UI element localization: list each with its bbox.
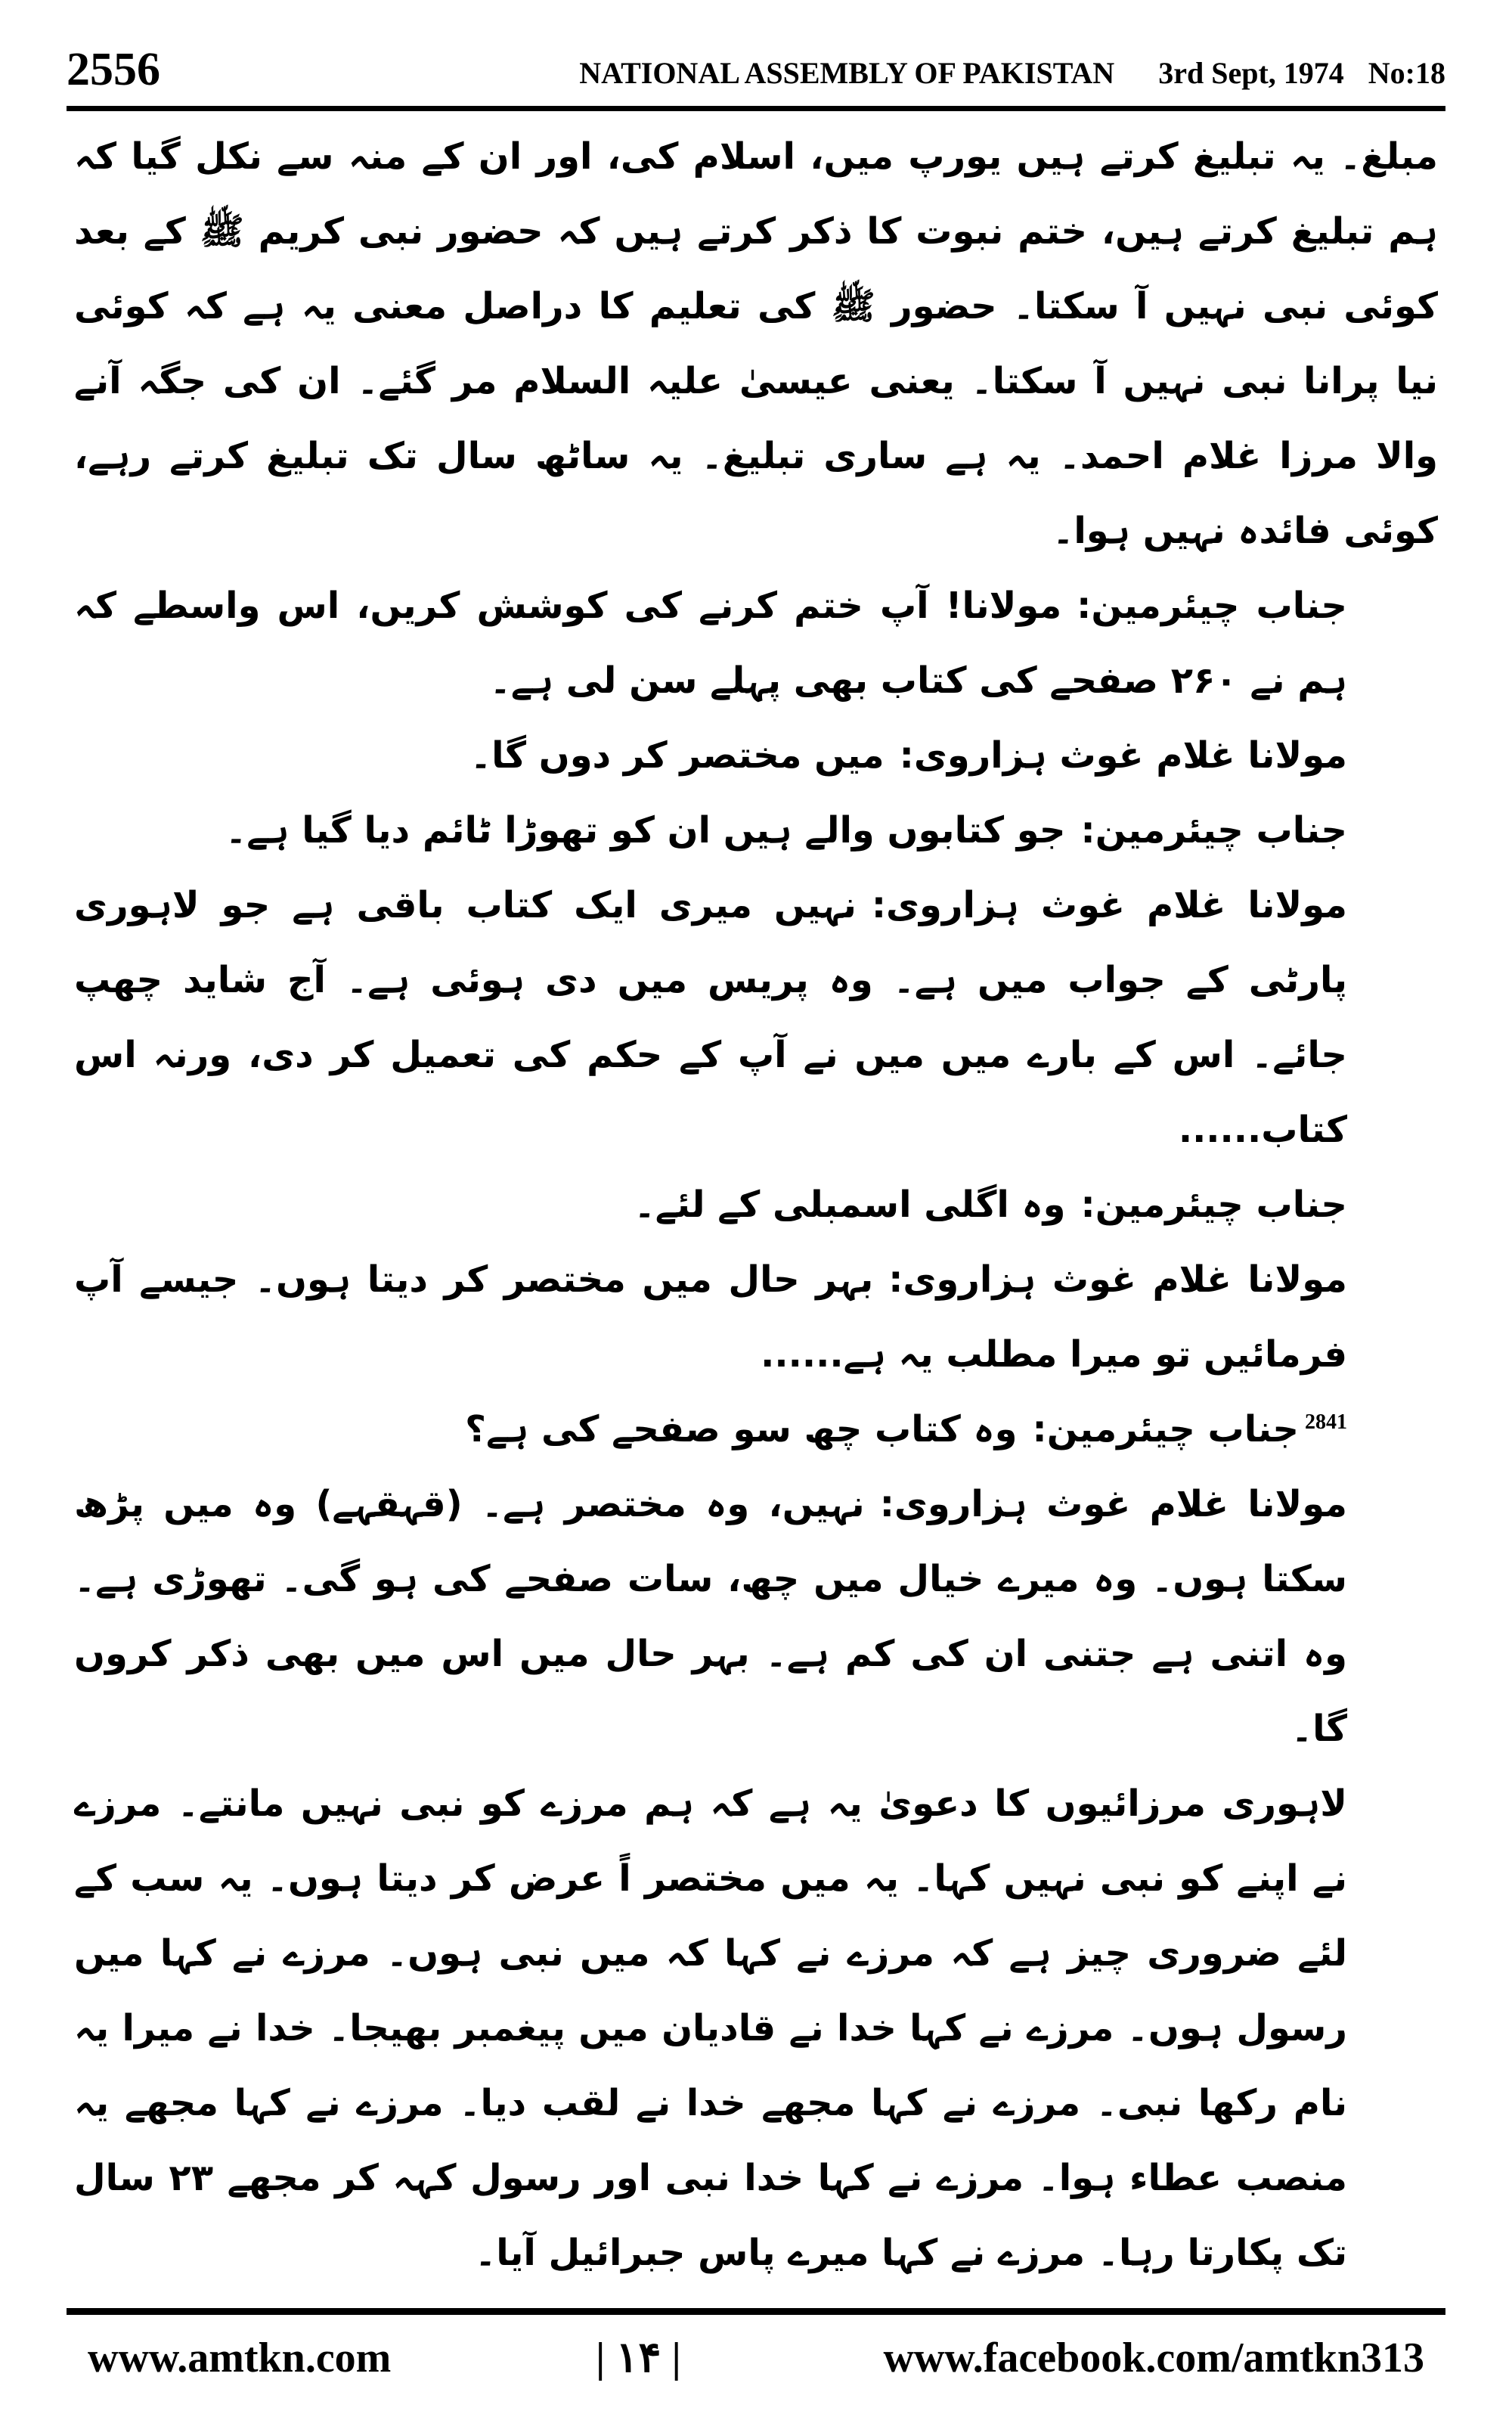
speech-chairman-4 bbox=[74, 1392, 1438, 1467]
paragraph-opening: مبلغ۔ یہ تبلیغ کرتے ہیں یورپ میں، اسلام کی، اور ان کے منہ سے نکل گیا کہ ہم تبلیغ کرتے ہیں، ختم نبوت کا ذکر کرتے ہیں کہ حضور نبی کریم ﷺ کے بعد کوئی نبی نہیں آ سکتا۔ حضور ﷺ کی تعلیم کا دراصل معنی یہ ہے کہ کوئی نیا پرانا نبی نہیں آ سکتا۔ یعنی عیسیٰ علیہ السلام مر گئے۔ ان کی جگہ آنے والا مرزا غلام احمد۔ یہ ہے ساری تبلیغ۔ یہ ساٹھ سال تک تبلیغ کرتے رہے، کوئی فائدہ نہیں ہوا۔ bbox=[74, 135, 1438, 552]
speech-chairman-1 bbox=[74, 569, 1438, 718]
speaker-label: مولانا غلام غوث ہزاروی: bbox=[899, 734, 1347, 777]
footer-rule bbox=[67, 2308, 1445, 2315]
speech-text: وہ کتاب چھ سو صفحے کی ہے؟ bbox=[465, 1408, 1018, 1450]
speaker-label: جناب چیئرمین: bbox=[1077, 585, 1348, 627]
speaker-label: مولانا غلام غوث ہزاروی: bbox=[879, 1483, 1348, 1525]
speech-text: وہ اگلی اسمبلی کے لئے۔ bbox=[634, 1184, 1066, 1226]
speaker-label: مولانا غلام غوث ہزاروی: bbox=[888, 1258, 1348, 1301]
speech-text: جو کتابوں والے ہیں ان کو تھوڑا ٹائم دیا گیا ہے۔ bbox=[225, 809, 1066, 852]
speech-hazarvi-3 bbox=[74, 1243, 1438, 1392]
speech-text: بہر حال میں مختصر کر دیتا ہوں۔ جیسے آپ فرمائیں تو میرا مطلب یہ ہے...... bbox=[74, 1258, 1347, 1376]
footnote-marker: 2841 bbox=[1305, 1410, 1347, 1434]
page-number: 2556 bbox=[67, 44, 160, 95]
footer-page-marker: | ۱۴ | bbox=[596, 2335, 681, 2381]
running-head bbox=[579, 47, 1445, 100]
website-link[interactable]: www.amtkn.com bbox=[88, 2335, 392, 2381]
speech-text: نہیں میری ایک کتاب باقی ہے جو لاہوری پارٹی کے جواب میں ہے۔ وہ پریس میں دی ہوئی ہے۔ آج شاید چھپ جائے۔ اس کے بارے میں میں نے آپ کے حکم کی تعمیل کر دی، ورنہ اس کتاب...... bbox=[74, 884, 1347, 1151]
page-footer bbox=[67, 2328, 1445, 2388]
speaker-label: مولانا غلام غوث ہزاروی: bbox=[871, 884, 1348, 926]
speech-chairman-3 bbox=[74, 1168, 1438, 1243]
speaker-label: جناب چیئرمین: bbox=[1080, 809, 1347, 852]
speech-chairman-2 bbox=[74, 793, 1438, 868]
transcript-body bbox=[74, 119, 1438, 2297]
publication-title: NATIONAL ASSEMBLY OF PAKISTAN bbox=[579, 56, 1115, 90]
speaker-label: جناب چیئرمین: bbox=[1032, 1408, 1299, 1450]
speech-text: نہیں، وہ مختصر ہے۔ (قہقہے) وہ میں پڑھ سکتا ہوں۔ وہ میرے خیال میں چھ، سات صفحے کی ہو گی۔ تھوڑی ہے۔ وہ اتنی ہے جتنی ان کی کم ہے۔ بہر حال میں اس میں بھی ذکر کروں گا۔ bbox=[74, 1483, 1347, 1750]
speaker-label: جناب چیئرمین: bbox=[1080, 1184, 1347, 1226]
page-header bbox=[67, 39, 1445, 100]
speech-hazarvi-4 bbox=[74, 1467, 1438, 1767]
paragraph-lahori-claim: لاہوری مرزائیوں کا دعویٰ یہ ہے کہ ہم مرزے کو نبی نہیں مانتے۔ مرزے نے اپنے کو نبی نہیں کہا۔ یہ میں مختصر اً عرض کر دیتا ہوں۔ یہ سب کے لئے ضروری چیز ہے کہ مرزے نے کہا کہ میں نبی ہوں۔ مرزے نے کہا میں رسول ہوں۔ مرزے نے کہا خدا نے قادیان میں پیغمبر بھیجا۔ خدا نے میرا یہ نام رکھا نبی۔ مرزے نے کہا مجھے خدا نے لقب دیا۔ مرزے نے کہا مجھے یہ منصب عطاء ہوا۔ مرزے نے کہا خدا نبی اور رسول کہہ کر مجھے ۲۳ سال تک پکارتا رہا۔ مرزے نے کہا میرے پاس جبرائیل آیا۔ bbox=[74, 1782, 1347, 2274]
facebook-link[interactable]: www.facebook.com/amtkn313 bbox=[883, 2335, 1424, 2381]
speech-text: میں مختصر کر دوں گا۔ bbox=[469, 734, 885, 777]
speech-hazarvi-2 bbox=[74, 868, 1438, 1168]
issue-number: No:18 bbox=[1368, 56, 1445, 90]
footer-page-number: ۱۴ bbox=[615, 2335, 662, 2381]
speech-text: مولانا! آپ ختم کرنے کی کوشش کریں، اس واسطے کہ ہم نے ۲۶۰ صفحے کی کتاب بھی پہلے سن لی ہے۔ bbox=[74, 585, 1347, 702]
paragraph-quote bbox=[74, 2291, 1438, 2297]
session-date: 3rd Sept, 1974 bbox=[1158, 56, 1344, 90]
header-rule bbox=[67, 106, 1445, 111]
speech-hazarvi-1 bbox=[74, 718, 1438, 793]
